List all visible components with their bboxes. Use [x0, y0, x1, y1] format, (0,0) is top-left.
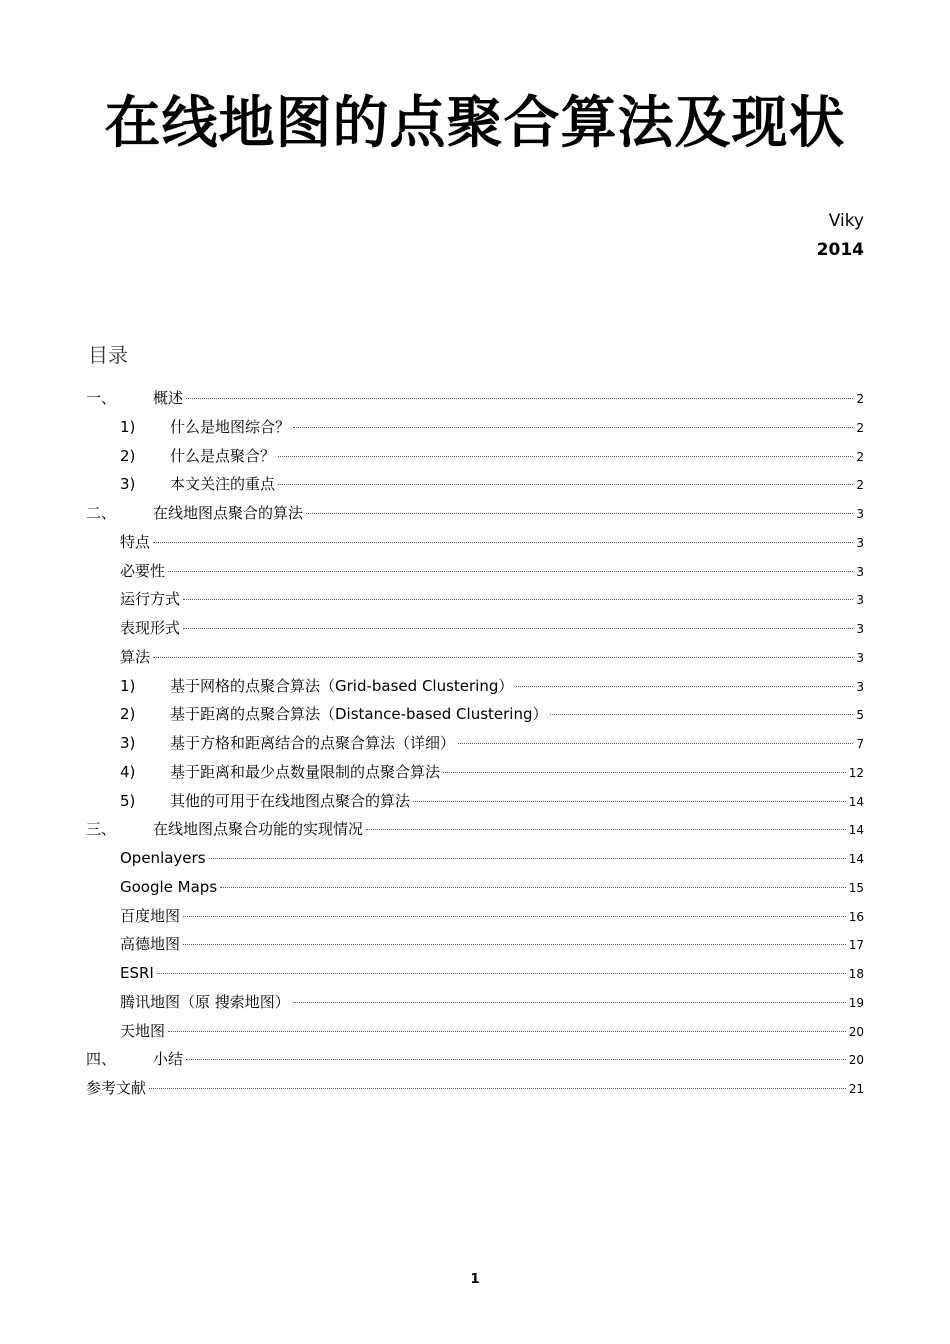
toc-entry-page: 3: [856, 507, 864, 521]
toc-entry-label: 在线地图点聚合的算法: [153, 504, 304, 522]
toc-entry-number: 二、: [86, 504, 117, 522]
toc-dot-leader: [149, 1088, 846, 1089]
toc-entry[interactable]: [86, 844, 864, 873]
toc-dot-leader: [278, 456, 853, 457]
toc-entry-label: 腾讯地图（原 搜索地图）: [120, 992, 290, 1011]
toc-dot-leader: [443, 772, 846, 773]
document-title: 在线地图的点聚合算法及现状: [104, 91, 846, 156]
toc-entry[interactable]: [86, 1017, 864, 1046]
toc-entry-label: 参考文献: [86, 1079, 147, 1097]
toc-entry-label: 特点: [120, 532, 151, 551]
toc-entry[interactable]: [86, 499, 864, 528]
toc-entry-label: 概述: [153, 389, 184, 407]
toc-dot-leader: [186, 1059, 846, 1060]
toc-dot-leader: [516, 686, 853, 687]
toc-dot-leader: [366, 829, 846, 830]
toc-entry[interactable]: [86, 470, 864, 499]
toc-entry-label: 小结: [153, 1050, 184, 1069]
toc-entry-page: 15: [848, 880, 864, 895]
toc-dot-leader: [458, 743, 853, 744]
toc-dot-leader: [186, 398, 853, 399]
toc-entry[interactable]: [86, 873, 864, 902]
toc-entry-number: 2): [120, 705, 136, 724]
toc-entry[interactable]: [86, 442, 864, 471]
toc-entry-page: 7: [856, 737, 864, 751]
toc-entry[interactable]: [86, 643, 864, 672]
toc-entry-page: 3: [856, 593, 864, 608]
toc-dot-leader: [157, 973, 846, 974]
toc-dot-leader: [183, 944, 846, 945]
toc-entry-label: 其他的可用于在线地图点聚合的算法: [170, 791, 411, 810]
toc-dot-leader: [153, 657, 853, 658]
toc-entry-label: 基于距离和最少点数量限制的点聚合算法: [170, 762, 441, 781]
toc-entry-label: 算法: [120, 647, 151, 666]
toc-entry-page: 21: [848, 1082, 864, 1096]
toc-entry-page: 3: [856, 679, 864, 694]
toc-entry-page: 14: [848, 852, 864, 866]
toc-entry-label: 什么是地图综合？: [170, 417, 291, 436]
toc-entry[interactable]: [86, 787, 864, 816]
toc-entry-page: 17: [848, 938, 864, 953]
toc-dot-leader: [550, 714, 853, 715]
toc-entry-label: 高德地图: [120, 935, 181, 954]
toc-dot-leader: [293, 427, 853, 428]
toc-entry-page: 3: [856, 535, 864, 550]
toc-entry[interactable]: [86, 700, 864, 729]
toc-entry-label: ESRI: [120, 964, 154, 982]
toc-entry-page: 3: [856, 622, 864, 636]
toc-entry-number: 一、: [86, 389, 117, 407]
toc-dot-leader: [413, 801, 846, 802]
toc-entry-page: 2: [856, 420, 864, 435]
toc-entry-page: 19: [848, 995, 864, 1010]
toc-entry-label: Openlayers: [120, 849, 206, 867]
toc-entry-page: 5: [856, 708, 864, 723]
toc-entry-page: 18: [848, 967, 864, 981]
toc-entry[interactable]: [86, 758, 864, 787]
toc-entry[interactable]: [86, 384, 864, 413]
toc-entry[interactable]: [86, 528, 864, 557]
toc-entry[interactable]: [86, 672, 864, 701]
toc-dot-leader: [209, 858, 846, 859]
toc-entry-number: 1): [120, 676, 136, 695]
toc-entry-page: 20: [848, 1053, 864, 1068]
toc-dot-leader: [183, 599, 853, 600]
toc-entry-page: 20: [848, 1024, 864, 1039]
toc-entry-label: 运行方式: [120, 590, 181, 609]
toc-entry-label: 必要性: [120, 561, 166, 580]
toc-entry-number: 1): [120, 417, 136, 436]
toc-dot-leader: [183, 628, 853, 629]
toc-dot-leader: [168, 1031, 846, 1032]
toc-dot-leader: [168, 571, 853, 572]
toc-dot-leader: [278, 484, 853, 485]
toc-entry-number: 三、: [86, 820, 117, 839]
toc-entry[interactable]: [86, 988, 864, 1017]
toc-entry-number: 2): [120, 446, 136, 465]
toc-entry-label: 基于方格和距离结合的点聚合算法（详细）: [170, 734, 456, 752]
toc-entry-label: 在线地图点聚合功能的实现情况: [153, 820, 364, 839]
toc-entry[interactable]: [86, 557, 864, 586]
toc-entry[interactable]: [86, 614, 864, 643]
toc-entry-label: Google Maps: [120, 877, 218, 896]
toc-entry-page: 12: [848, 765, 864, 780]
toc-entry-page: 2: [856, 449, 864, 464]
toc-dot-leader: [293, 1002, 846, 1003]
toc-entry[interactable]: [86, 413, 864, 442]
toc-entry-number: 3): [120, 734, 136, 752]
toc-entry-page: 16: [848, 909, 864, 924]
toc-entry-number: 4): [120, 762, 136, 781]
toc-entry[interactable]: [86, 930, 864, 959]
page-number: 1: [470, 1272, 480, 1287]
toc-entry[interactable]: [86, 902, 864, 931]
toc-entry-page: 3: [856, 564, 864, 579]
toc-entry-page: 14: [848, 794, 864, 809]
toc-entry-page: 14: [848, 823, 864, 838]
toc-dot-leader: [183, 916, 846, 917]
toc-entry-label: 天地图: [120, 1021, 166, 1040]
toc-dot-leader: [153, 542, 853, 543]
table-of-contents: [86, 384, 864, 1103]
toc-entry-label: 什么是点聚合？: [170, 446, 276, 465]
toc-entry-number: 3): [120, 475, 136, 494]
toc-dot-leader: [306, 513, 853, 514]
toc-entry-label: 基于网格的点聚合算法（Grid-based Clustering）: [170, 676, 514, 695]
toc-entry-number: 四、: [86, 1050, 117, 1069]
toc-entry-label: 百度地图: [120, 906, 181, 925]
toc-dot-leader: [220, 887, 846, 888]
document-year: 2014: [816, 240, 864, 260]
toc-entry-page: 3: [856, 650, 864, 665]
toc-entry-page: 2: [856, 478, 864, 493]
toc-entry[interactable]: [86, 1074, 864, 1103]
toc-entry[interactable]: [86, 729, 864, 758]
toc-heading: 目录: [88, 343, 128, 367]
toc-entry-label: 表现形式: [120, 619, 181, 637]
toc-entry[interactable]: [86, 585, 864, 614]
toc-entry[interactable]: [86, 959, 864, 988]
toc-entry[interactable]: [86, 1045, 864, 1074]
author-name: Viky: [828, 211, 864, 231]
toc-entry-number: 5): [120, 791, 136, 810]
toc-entry-page: 2: [856, 392, 864, 406]
toc-entry-label: 本文关注的重点: [170, 475, 276, 494]
toc-entry-label: 基于距离的点聚合算法（Distance-based Clustering）: [170, 705, 548, 724]
toc-entry[interactable]: [86, 815, 864, 844]
